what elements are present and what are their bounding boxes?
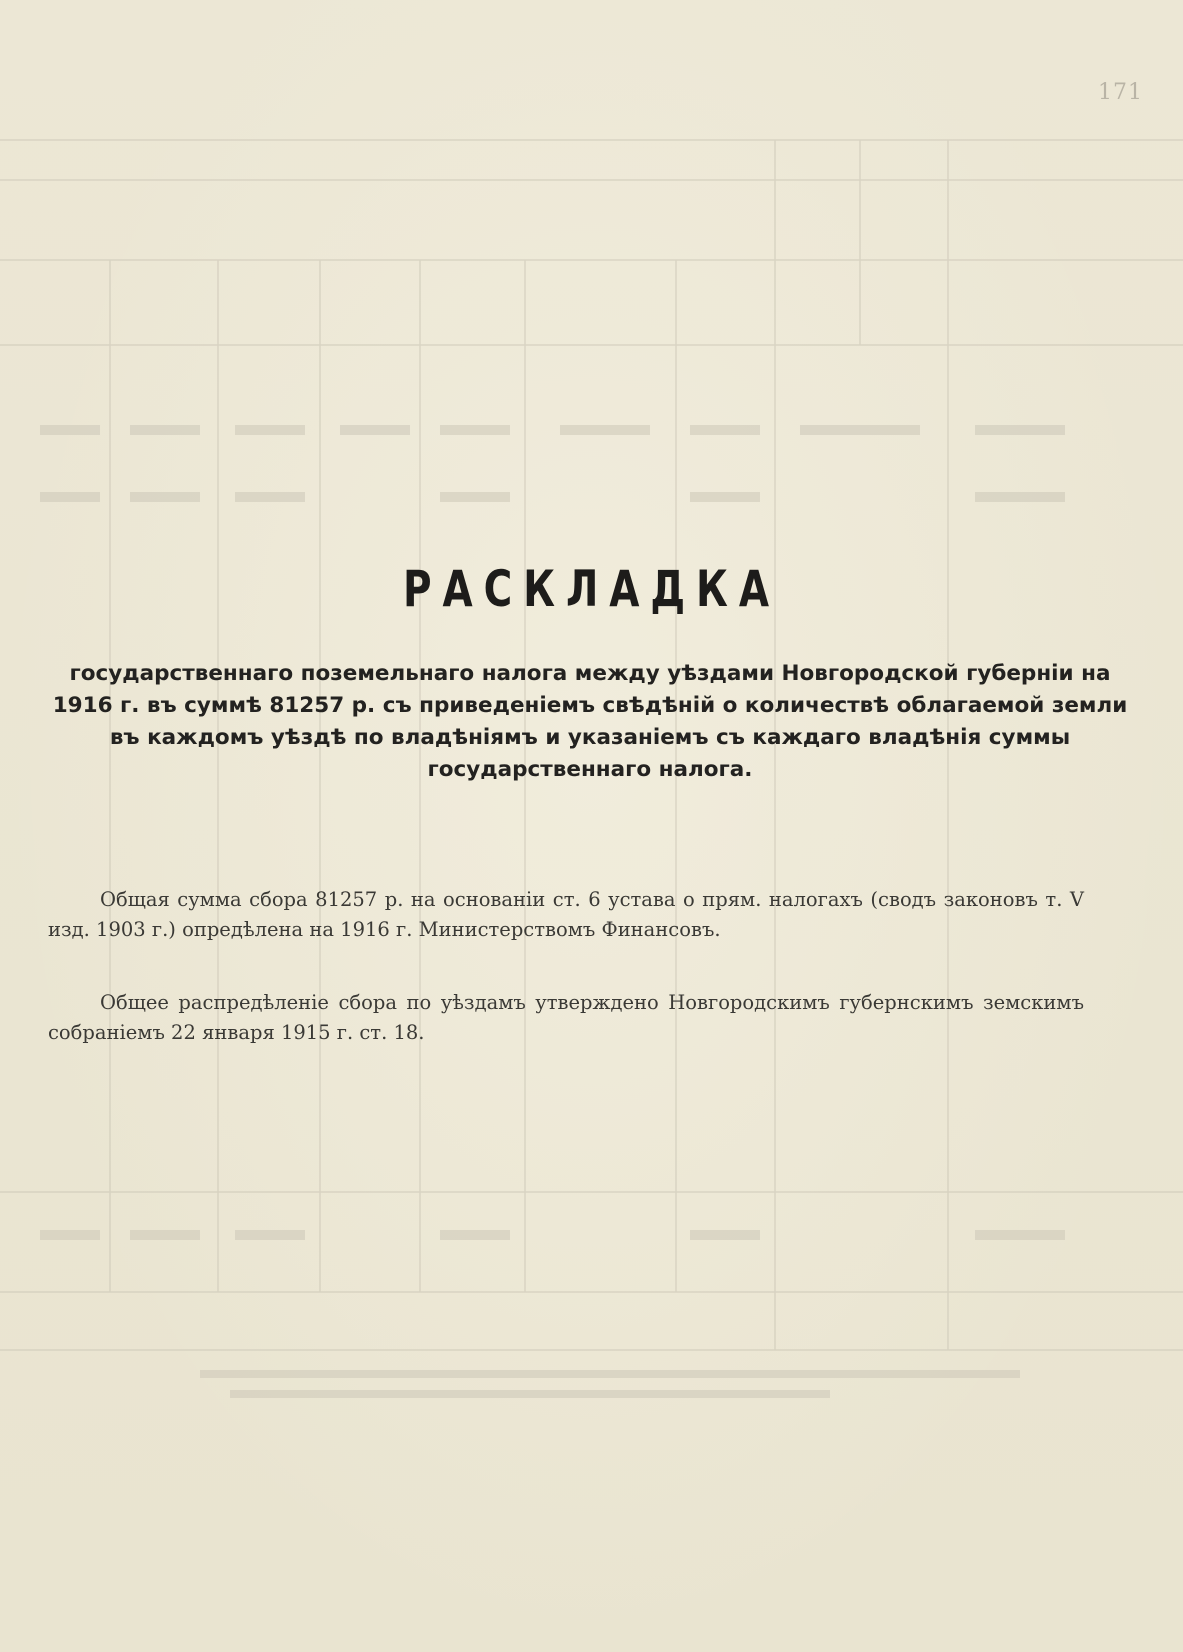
page-number: 171: [1098, 80, 1143, 105]
document-subtitle: государственнаго поземельнаго налога между уѣздами Новгородской губерніи на 1916 г. въ суммѣ 81257 р. съ приведеніемъ свѣдѣній о количествѣ облагаемой земли въ каждомъ уѣздѣ по владѣніямъ и указаніемъ съ каждаго владѣнія суммы государственнаго налога.: [52, 661, 1128, 782]
paragraph-total-sum: Общая сумма сбора 81257 р. на основаніи ст. 6 устава о прям. налогахъ (сводъ законовъ т. V изд. 1903 г.) опредѣлена на 1916 г. Министерствомъ Финансовъ.: [48, 888, 1084, 941]
paragraph-distribution: Общее распредѣленіе сбора по уѣздамъ утверждено Новгородскимъ губернскимъ земскимъ собраніемъ 22 января 1915 г. ст. 18.: [48, 991, 1084, 1044]
document-title: РАСКЛАДКА: [403, 560, 780, 618]
